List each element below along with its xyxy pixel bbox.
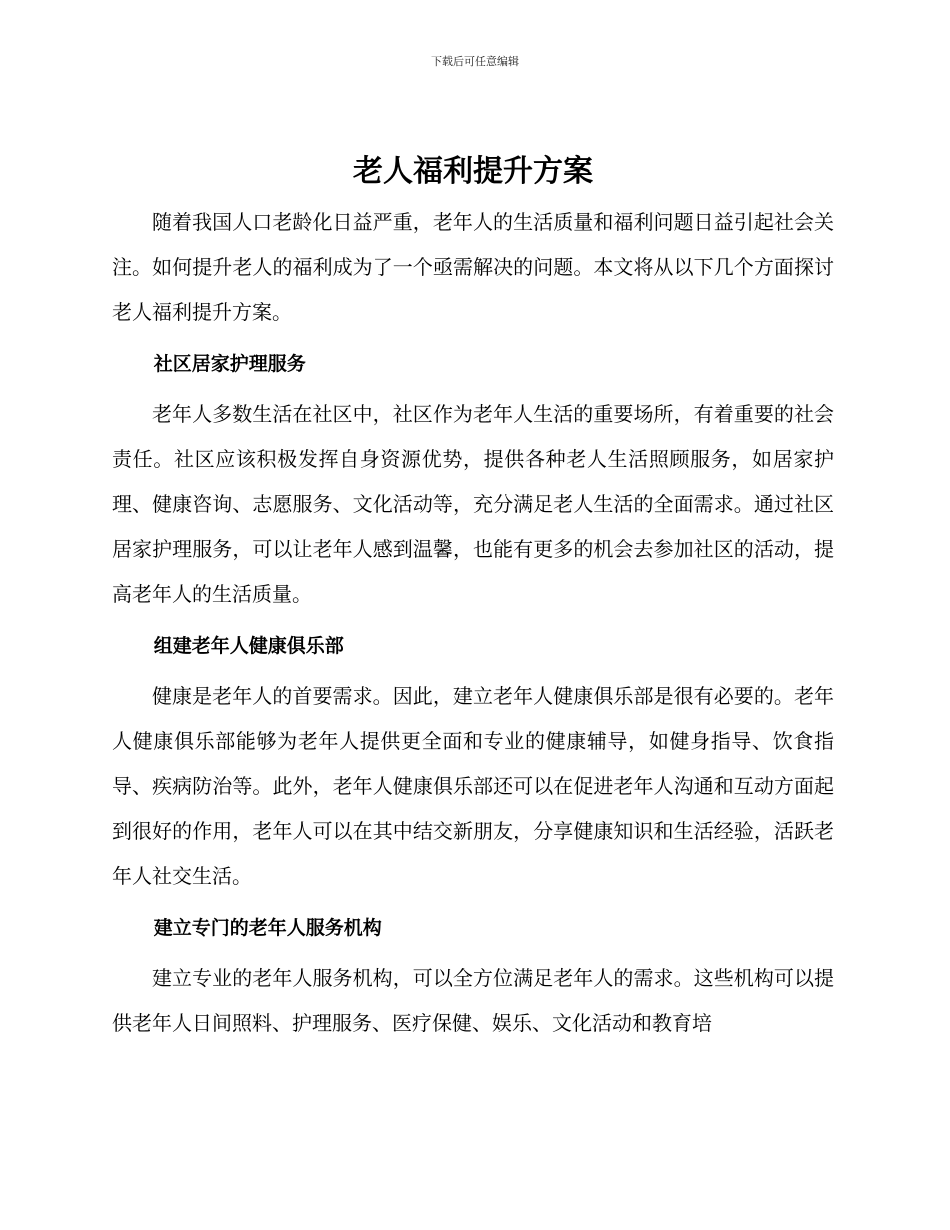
section-body-service-institution: 建立专业的老年人服务机构，可以全方位满足老年人的需求。这些机构可以提供老年人日间照料、护理服务、医疗保健、娱乐、文化活动和教育培 [112, 966, 834, 1035]
section-body-health-club: 健康是老年人的首要需求。因此，建立老年人健康俱乐部是很有必要的。老年人健康俱乐部能够为老年人提供更全面和专业的健康辅导，如健身指导、饮食指导、疾病防治等。此外，老年人健康俱乐部还可以在促进老年人沟通和互动方面起到很好的作用，老年人可以在其中结交新朋友，分享健康知识和生活经验，活跃老年人社交生活。 [112, 684, 834, 888]
section-heading-community-care: 社区居家护理服务 [153, 353, 306, 375]
section-body-community-care: 老年人多数生活在社区中，社区作为老年人生活的重要场所，有着重要的社会责任。社区应该积极发挥自身资源优势，提供各种老人生活照顾服务，如居家护理、健康咨询、志愿服务、文化活动等，充分满足老人生活的全面需求。通过社区居家护理服务，可以让老年人感到温馨，也能有更多的机会去参加社区的活动，提高老年人的生活质量。 [112, 402, 834, 606]
section-heading-health-club: 组建老年人健康俱乐部 [153, 635, 344, 657]
intro-paragraph: 随着我国人口老龄化日益严重，老年人的生活质量和福利问题日益引起社会关注。如何提升老人的福利成为了一个亟需解决的问题。本文将从以下几个方面探讨老人福利提升方案。 [112, 210, 834, 324]
document-body [112, 150, 834, 1046]
page-header-note: 下载后可任意编辑 [431, 55, 519, 68]
document-title: 老人福利提升方案 [353, 154, 593, 189]
section-heading-service-institution: 建立专门的老年人服务机构 [153, 917, 382, 939]
